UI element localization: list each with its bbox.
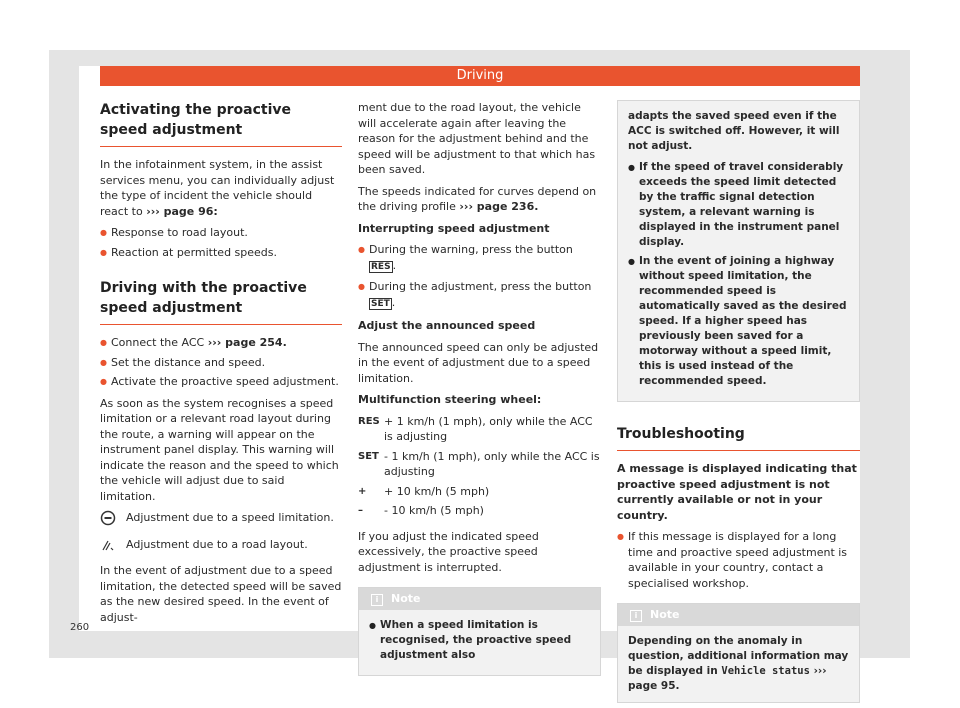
list-item: ● During the warning, press the button RES . bbox=[358, 242, 601, 275]
road-curve-icon bbox=[100, 537, 126, 558]
page-number: 260 bbox=[70, 622, 90, 633]
page-ref-96[interactable]: ››› page 96: bbox=[146, 204, 218, 218]
speed-limit-sign-icon bbox=[100, 510, 126, 531]
set-button-icon: SET bbox=[371, 298, 390, 309]
note-header: i Note bbox=[359, 588, 600, 610]
steering-row: SET - 1 km/h (1 mph), only while the ACC is adjusting bbox=[358, 449, 600, 478]
info-icon: i bbox=[630, 610, 642, 622]
heading-activating: Activating the proactive speed adjustment bbox=[100, 100, 342, 147]
adjustment-paragraph: In the event of adjustment due to a speed limitation, the detected speed will be saved as the new desired speed. In the event of adjust- bbox=[100, 564, 342, 624]
list-item: ● Activate the proactive speed adjustment. bbox=[100, 374, 342, 390]
info-icon: i bbox=[371, 594, 383, 606]
note-cont-text: adapts the saved speed even if the ACC is switched off. However, it will not adjust. bbox=[628, 110, 840, 152]
adjust-paragraph: The announced speed can only be adjusted in the event of adjustment due to a speed limitation. bbox=[358, 340, 599, 385]
note-item: ● In the event of joining a highway without speed limitation, the recommended speed is automatically saved as the desired speed. If a higher speed has previously been saved for a motorway without a speed limit, this is used instead of the recommended speed. bbox=[628, 254, 849, 389]
icon-row-road-layout bbox=[100, 537, 342, 558]
continued-paragraph: ment due to the road layout, the vehicle will accelerate again after leaving the reason for the adjustment behind and the speed will be adjustment to that which has been saved. bbox=[358, 101, 596, 176]
note-body bbox=[359, 610, 600, 675]
speed-limit-text: Adjustment due to a speed limitation. bbox=[126, 511, 334, 524]
list-item: ● Response to road layout. bbox=[100, 225, 342, 241]
subheading-steering: Multifunction steering wheel: bbox=[358, 393, 542, 406]
note-header: i Note bbox=[618, 604, 859, 626]
note-item: ● When a speed limitation is recognised, the proactive speed adjustment also bbox=[369, 618, 590, 663]
page-ref-236[interactable]: ››› page 236. bbox=[459, 200, 539, 213]
trouble-subheading: A message is displayed indicating that proactive speed adjustment is not currently available or not in your country. bbox=[617, 462, 857, 522]
steps-list bbox=[100, 335, 342, 390]
res-button-icon: RES bbox=[371, 261, 391, 272]
trouble-list bbox=[617, 529, 860, 591]
steering-row: + + 10 km/h (5 mph) bbox=[358, 484, 490, 498]
excess-paragraph: If you adjust the indicated speed excessively, the proactive speed adjustment is interrupted. bbox=[358, 529, 539, 574]
subheading-adjust: Adjust the announced speed bbox=[358, 319, 536, 332]
column-2 bbox=[358, 100, 601, 676]
section-header: Driving bbox=[100, 66, 860, 86]
list-item: ● Reaction at permitted speeds. bbox=[100, 245, 342, 261]
road-layout-text: Adjustment due to a road layout. bbox=[126, 537, 308, 551]
note-continued bbox=[617, 100, 860, 402]
icon-row-speed-limit bbox=[100, 510, 342, 531]
warning-paragraph: As soon as the system recognises a speed limitation or a relevant road layout during the route, a warning will appear on the instrument panel display. This warning will indicate the reason and the speed to which the vehicle will adjust due to said limitation. bbox=[100, 396, 339, 503]
list-item: ● Set the distance and speed. bbox=[100, 355, 342, 371]
minus-key-icon: – bbox=[358, 505, 363, 516]
set-key-icon: SET bbox=[358, 450, 379, 462]
interrupt-list bbox=[358, 242, 601, 312]
note-item: ● If the speed of travel considerably exceeds the speed limit detected by the traffic signal detection system, a relevant warning is displayed in the instrument panel display. bbox=[628, 160, 849, 250]
column-1 bbox=[100, 100, 342, 631]
note-body bbox=[618, 101, 859, 401]
list-item: ● If this message is displayed for a long time and proactive speed adjustment is available in your country, contact a specialised workshop. bbox=[617, 529, 860, 591]
intro-text: In the infotainment system, in the assist services menu, you can individually adjust the type of incident the vehicle should react to ››› page 96: bbox=[100, 158, 335, 218]
note-box-2 bbox=[617, 603, 860, 703]
plus-key-icon: + bbox=[358, 485, 367, 497]
heading-troubleshooting: Troubleshooting bbox=[617, 424, 860, 451]
page-ref-95[interactable]: ››› page 95. bbox=[628, 665, 827, 692]
note-box bbox=[358, 587, 601, 676]
column-3 bbox=[617, 100, 860, 703]
res-key-icon: RES bbox=[358, 415, 380, 427]
heading-driving: Driving with the proactive speed adjustment bbox=[100, 278, 342, 325]
steering-row: – - 10 km/h (5 mph) bbox=[358, 504, 484, 517]
curves-paragraph: The speeds indicated for curves depend on the driving profile ››› page 236. bbox=[358, 184, 597, 213]
vehicle-status-code: Vehicle status bbox=[721, 665, 810, 677]
list-item: ● During the adjustment, press the button SET . bbox=[358, 279, 601, 312]
note-body: Depending on the anomaly in question, additional information may be displayed in Vehicle status ››› page 95. bbox=[628, 635, 849, 692]
reaction-list bbox=[100, 225, 342, 260]
page-ref-254[interactable]: ››› page 254. bbox=[207, 336, 287, 349]
steering-row: RES + 1 km/h (1 mph), only while the ACC is adjusting bbox=[358, 414, 593, 443]
subheading-interrupting: Interrupting speed adjustment bbox=[358, 221, 550, 235]
list-item: ● Connect the ACC ››› page 254. bbox=[100, 335, 342, 351]
